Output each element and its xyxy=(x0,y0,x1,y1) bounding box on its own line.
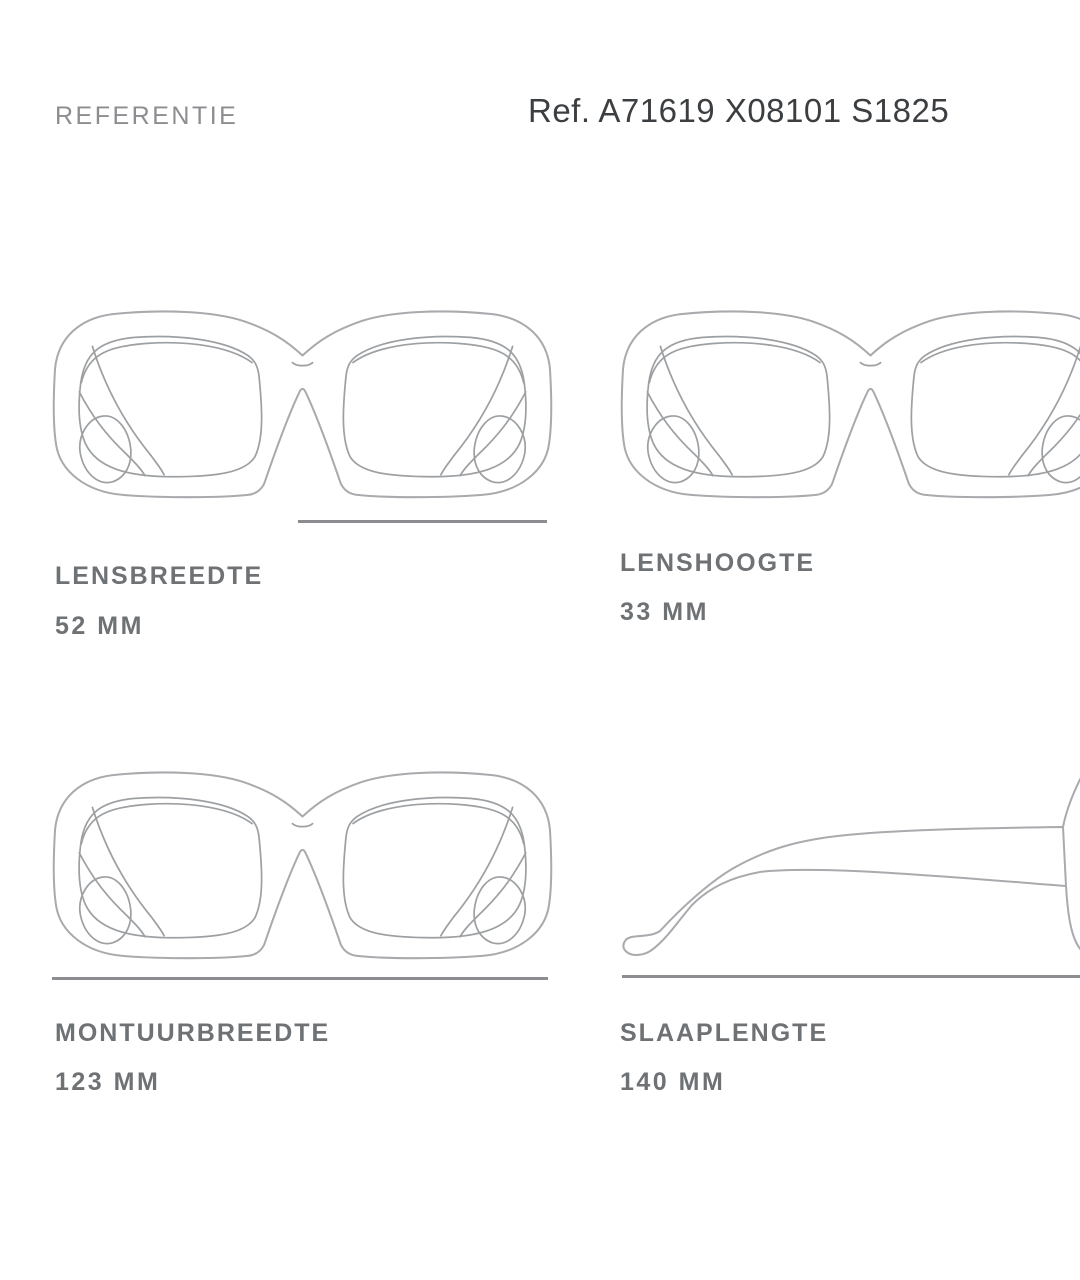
measurement-label: LENSHOOGTE xyxy=(620,549,816,577)
measurement-line xyxy=(622,975,1080,978)
glasses-front-diagram xyxy=(618,306,1080,500)
measurement-line xyxy=(52,977,548,980)
temple-side-drawing xyxy=(623,761,1080,959)
measurement-label: MONTUURBREEDTE xyxy=(55,1019,331,1047)
reference-number: Ref. A71619 X08101 S1825 xyxy=(528,92,950,129)
measurement-value: 33 MM xyxy=(620,598,709,626)
measurement-value: 140 MM xyxy=(620,1068,726,1096)
measurement-value: 123 MM xyxy=(55,1068,161,1096)
measurement-label: LENSBREEDTE xyxy=(55,562,264,590)
measurement-value: 52 MM xyxy=(55,612,144,640)
glasses-front-diagram xyxy=(50,767,555,961)
measurement-label: SLAAPLENGTE xyxy=(620,1019,829,1047)
glasses-front-diagram xyxy=(50,306,555,500)
temple-side-diagram xyxy=(620,755,1080,970)
glasses-front-drawing xyxy=(54,772,552,958)
glasses-front-drawing xyxy=(54,311,552,497)
glasses-front-drawing xyxy=(622,311,1080,497)
reference-heading: REFERENTIE xyxy=(55,102,239,130)
measurement-line xyxy=(298,520,547,523)
